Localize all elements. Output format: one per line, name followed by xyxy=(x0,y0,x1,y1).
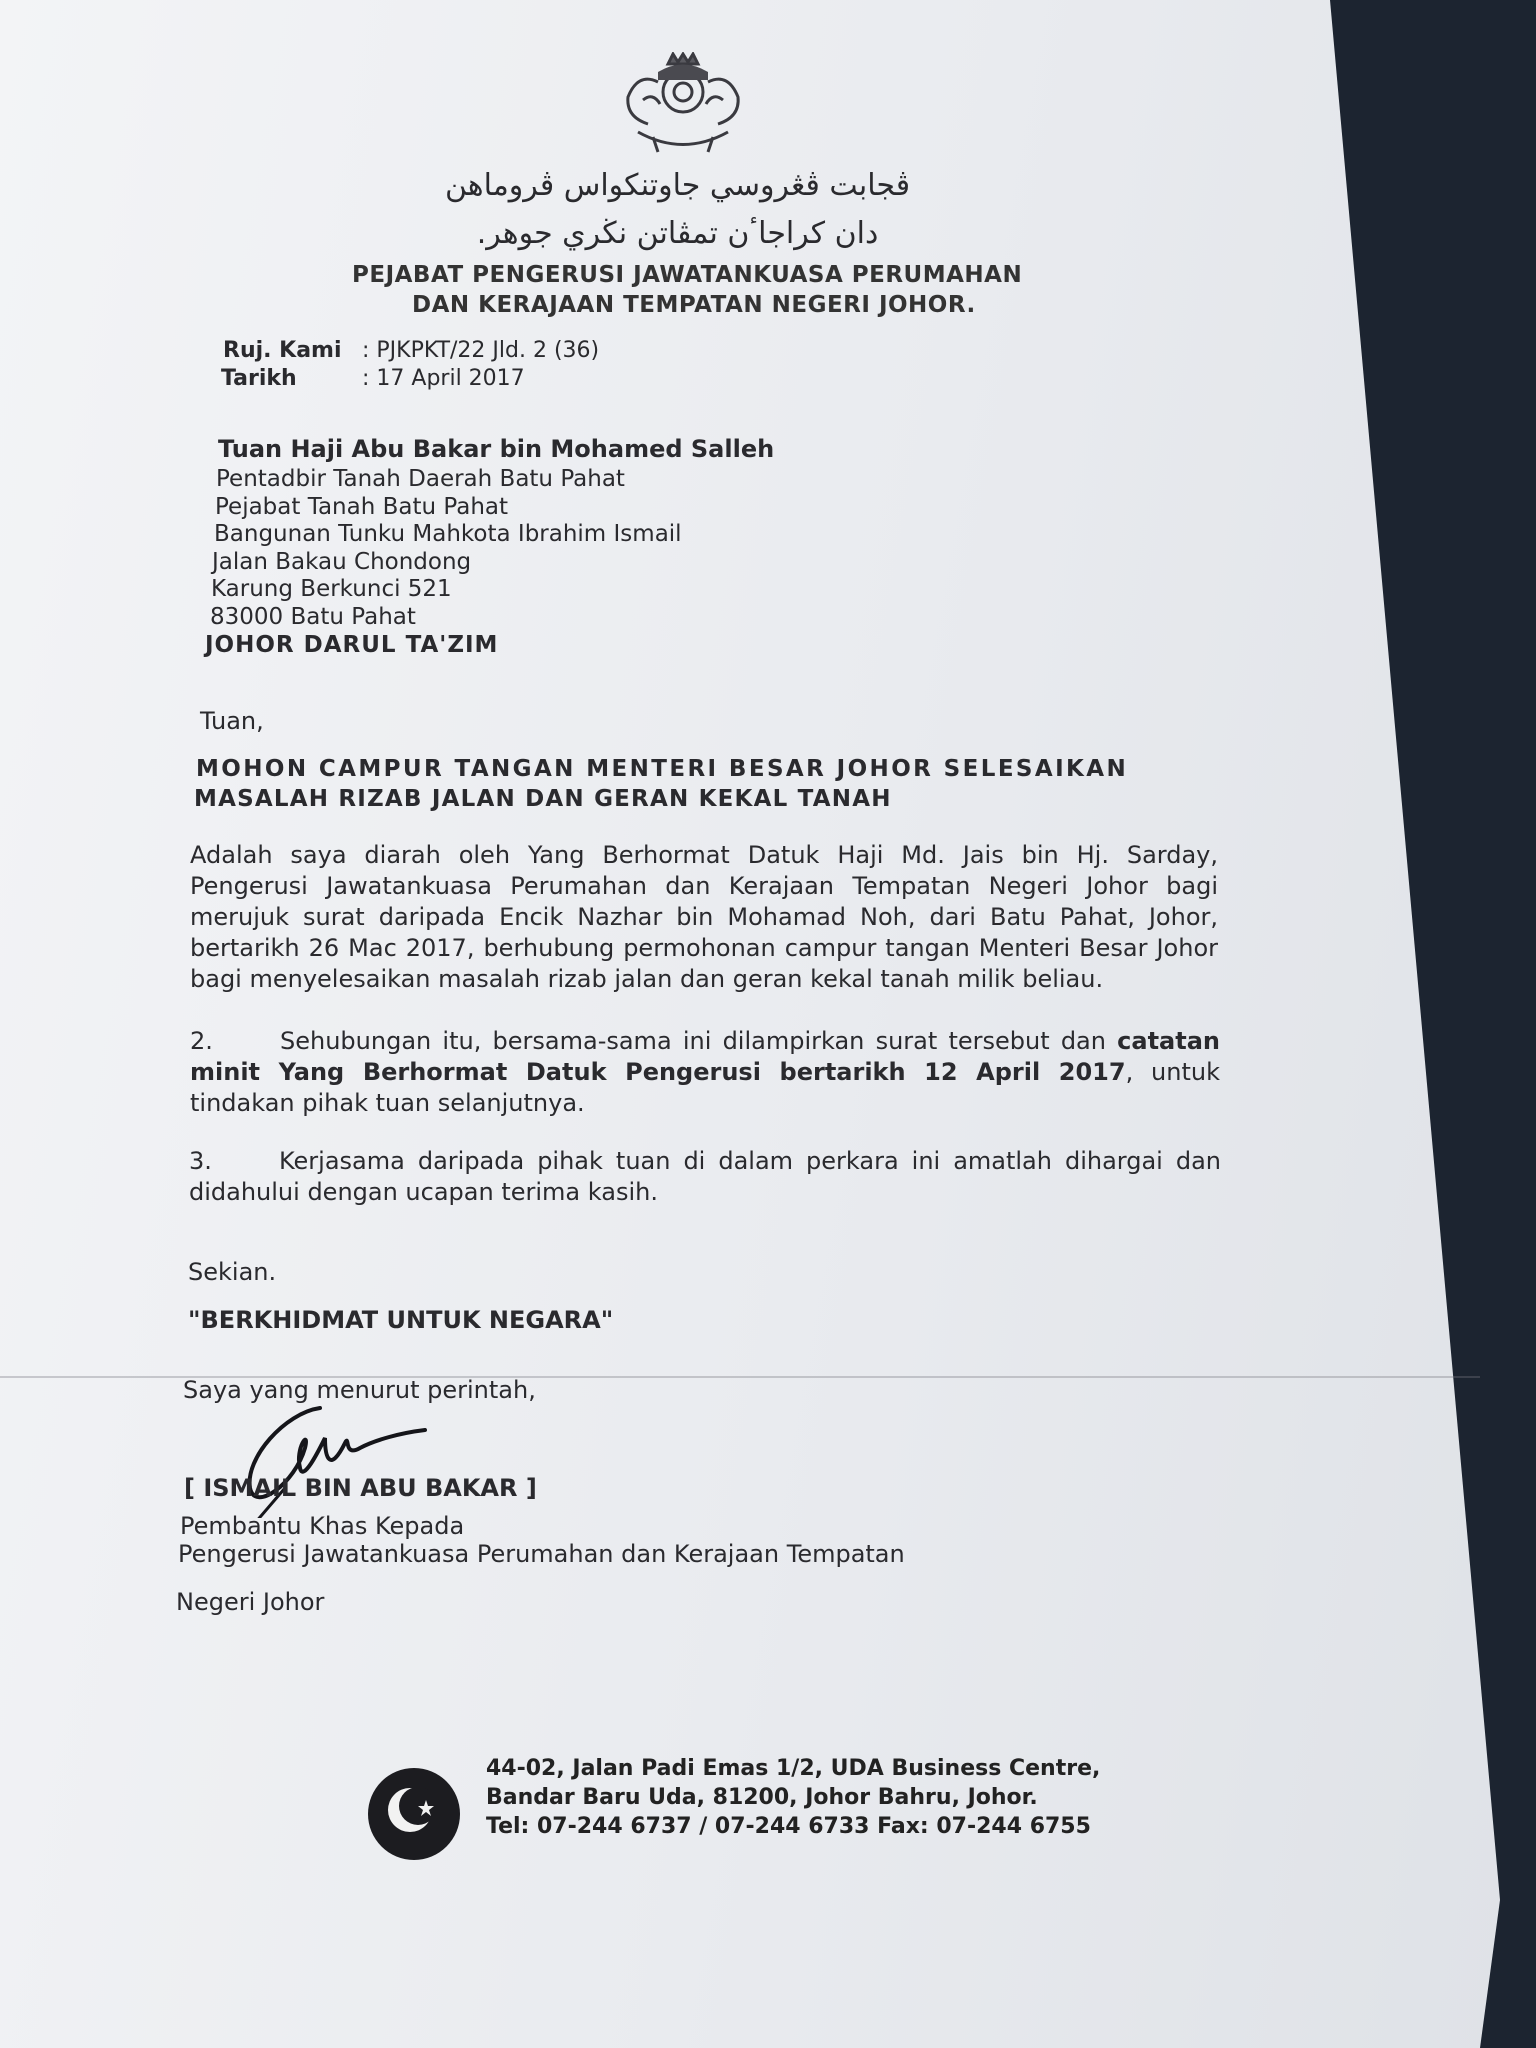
letterhead-jawi-line2: دان كراجاٴن تمڤاتن نڬري جوهر. xyxy=(476,216,879,251)
footer-address-line2: Bandar Baru Uda, 81200, Johor Bahru, Johor. xyxy=(486,1785,1038,1810)
footer-logo-crescent-star xyxy=(366,1766,462,1862)
paragraph-text: Kerjasama daripada pihak tuan di dalam perkara ini amatlah dihargai dan didahului dengan ucapan terima kasih. xyxy=(189,1147,1221,1206)
recipient-line: Pentadbir Tanah Daerah Batu Pahat xyxy=(216,466,625,492)
letterhead-jawi-line1: ڤجابت ڤڠروسي جاوتنكواس ڤروماهن xyxy=(444,168,911,203)
johor-crest-emblem xyxy=(598,52,768,162)
body-paragraph-2 xyxy=(190,1026,1220,1119)
office-name-line2: DAN KERAJAAN TEMPATAN NEGERI JOHOR. xyxy=(412,292,976,318)
body-paragraph-3 xyxy=(189,1146,1221,1208)
footer-address-line1: 44-02, Jalan Padi Emas 1/2, UDA Business Centre, xyxy=(486,1756,1101,1781)
date-label: Tarikh xyxy=(221,366,297,391)
motto: "BERKHIDMAT UNTUK NEGARA" xyxy=(188,1306,614,1334)
paragraph-bold-text: catatan minit Yang Berhormat Datuk Pengerusi bertarikh 12 April 2017 xyxy=(190,1027,1220,1086)
footer-contact: Tel: 07-244 6737 / 07-244 6733 Fax: 07-244 6755 xyxy=(486,1814,1091,1839)
ref-value: : PJKPKT/22 Jld. 2 (36) xyxy=(362,338,600,363)
closing-sekian: Sekian. xyxy=(188,1258,277,1286)
paragraph-number: 3. xyxy=(189,1147,212,1175)
closing-order: Saya yang menurut perintah, xyxy=(183,1376,536,1404)
recipient-line: Pejabat Tanah Batu Pahat xyxy=(215,494,509,520)
signatory-title-line1: Pembantu Khas Kepada xyxy=(180,1512,465,1540)
recipient-line: Jalan Bakau Chondong xyxy=(212,549,472,575)
paragraph-text: Adalah saya diarah oleh Yang Berhormat Datuk Haji Md. Jais bin Hj. Sarday, Pengerusi Jawatankuasa Perumahan dan Kerajaan Tempatan Negeri Johor bagi merujuk surat daripada Encik Nazhar bin Mohamad Noh, dari Batu Pahat, Johor, bertarikh 26 Mac 2017, berhubung permohonan campur tangan Menteri Besar Johor bagi menyelesaikan masalah rizab jalan dan geran kekal tanah milik beliau. xyxy=(190,841,1218,993)
paragraph-text: , untuk tindakan pihak tuan selanjutnya. xyxy=(190,1058,1221,1117)
recipient-state: JOHOR DARUL TA'ZIM xyxy=(205,632,499,658)
date-value: : 17 April 2017 xyxy=(362,366,525,391)
signatory-title-line2: Pengerusi Jawatankuasa Perumahan dan Kerajaan Tempatan xyxy=(178,1540,905,1568)
signatory-title-line3: Negeri Johor xyxy=(176,1588,325,1616)
office-name-line1: PEJABAT PENGERUSI JAWATANKUASA PERUMAHAN xyxy=(352,262,1023,288)
recipient-line: Karung Berkunci 521 xyxy=(211,576,452,602)
ref-label: Ruj. Kami xyxy=(223,338,342,363)
signatory-name: [ ISMAIL BIN ABU BAKAR ] xyxy=(184,1474,537,1502)
salutation: Tuan, xyxy=(200,707,264,735)
recipient-name: Tuan Haji Abu Bakar bin Mohamed Salleh xyxy=(218,435,775,463)
paragraph-number: 2. xyxy=(190,1027,213,1055)
subject-line1: MOHON CAMPUR TANGAN MENTERI BESAR JOHOR SELESAIKAN xyxy=(196,756,1129,782)
recipient-line: 83000 Batu Pahat xyxy=(210,604,416,630)
paragraph-text: Sehubungan itu, bersama-sama ini dilampirkan surat tersebut dan xyxy=(280,1027,1118,1055)
subject-line2: MASALAH RIZAB JALAN DAN GERAN KEKAL TANAH xyxy=(194,786,892,812)
recipient-line: Bangunan Tunku Mahkota Ibrahim Ismail xyxy=(214,521,682,547)
body-paragraph-1 xyxy=(190,840,1218,995)
